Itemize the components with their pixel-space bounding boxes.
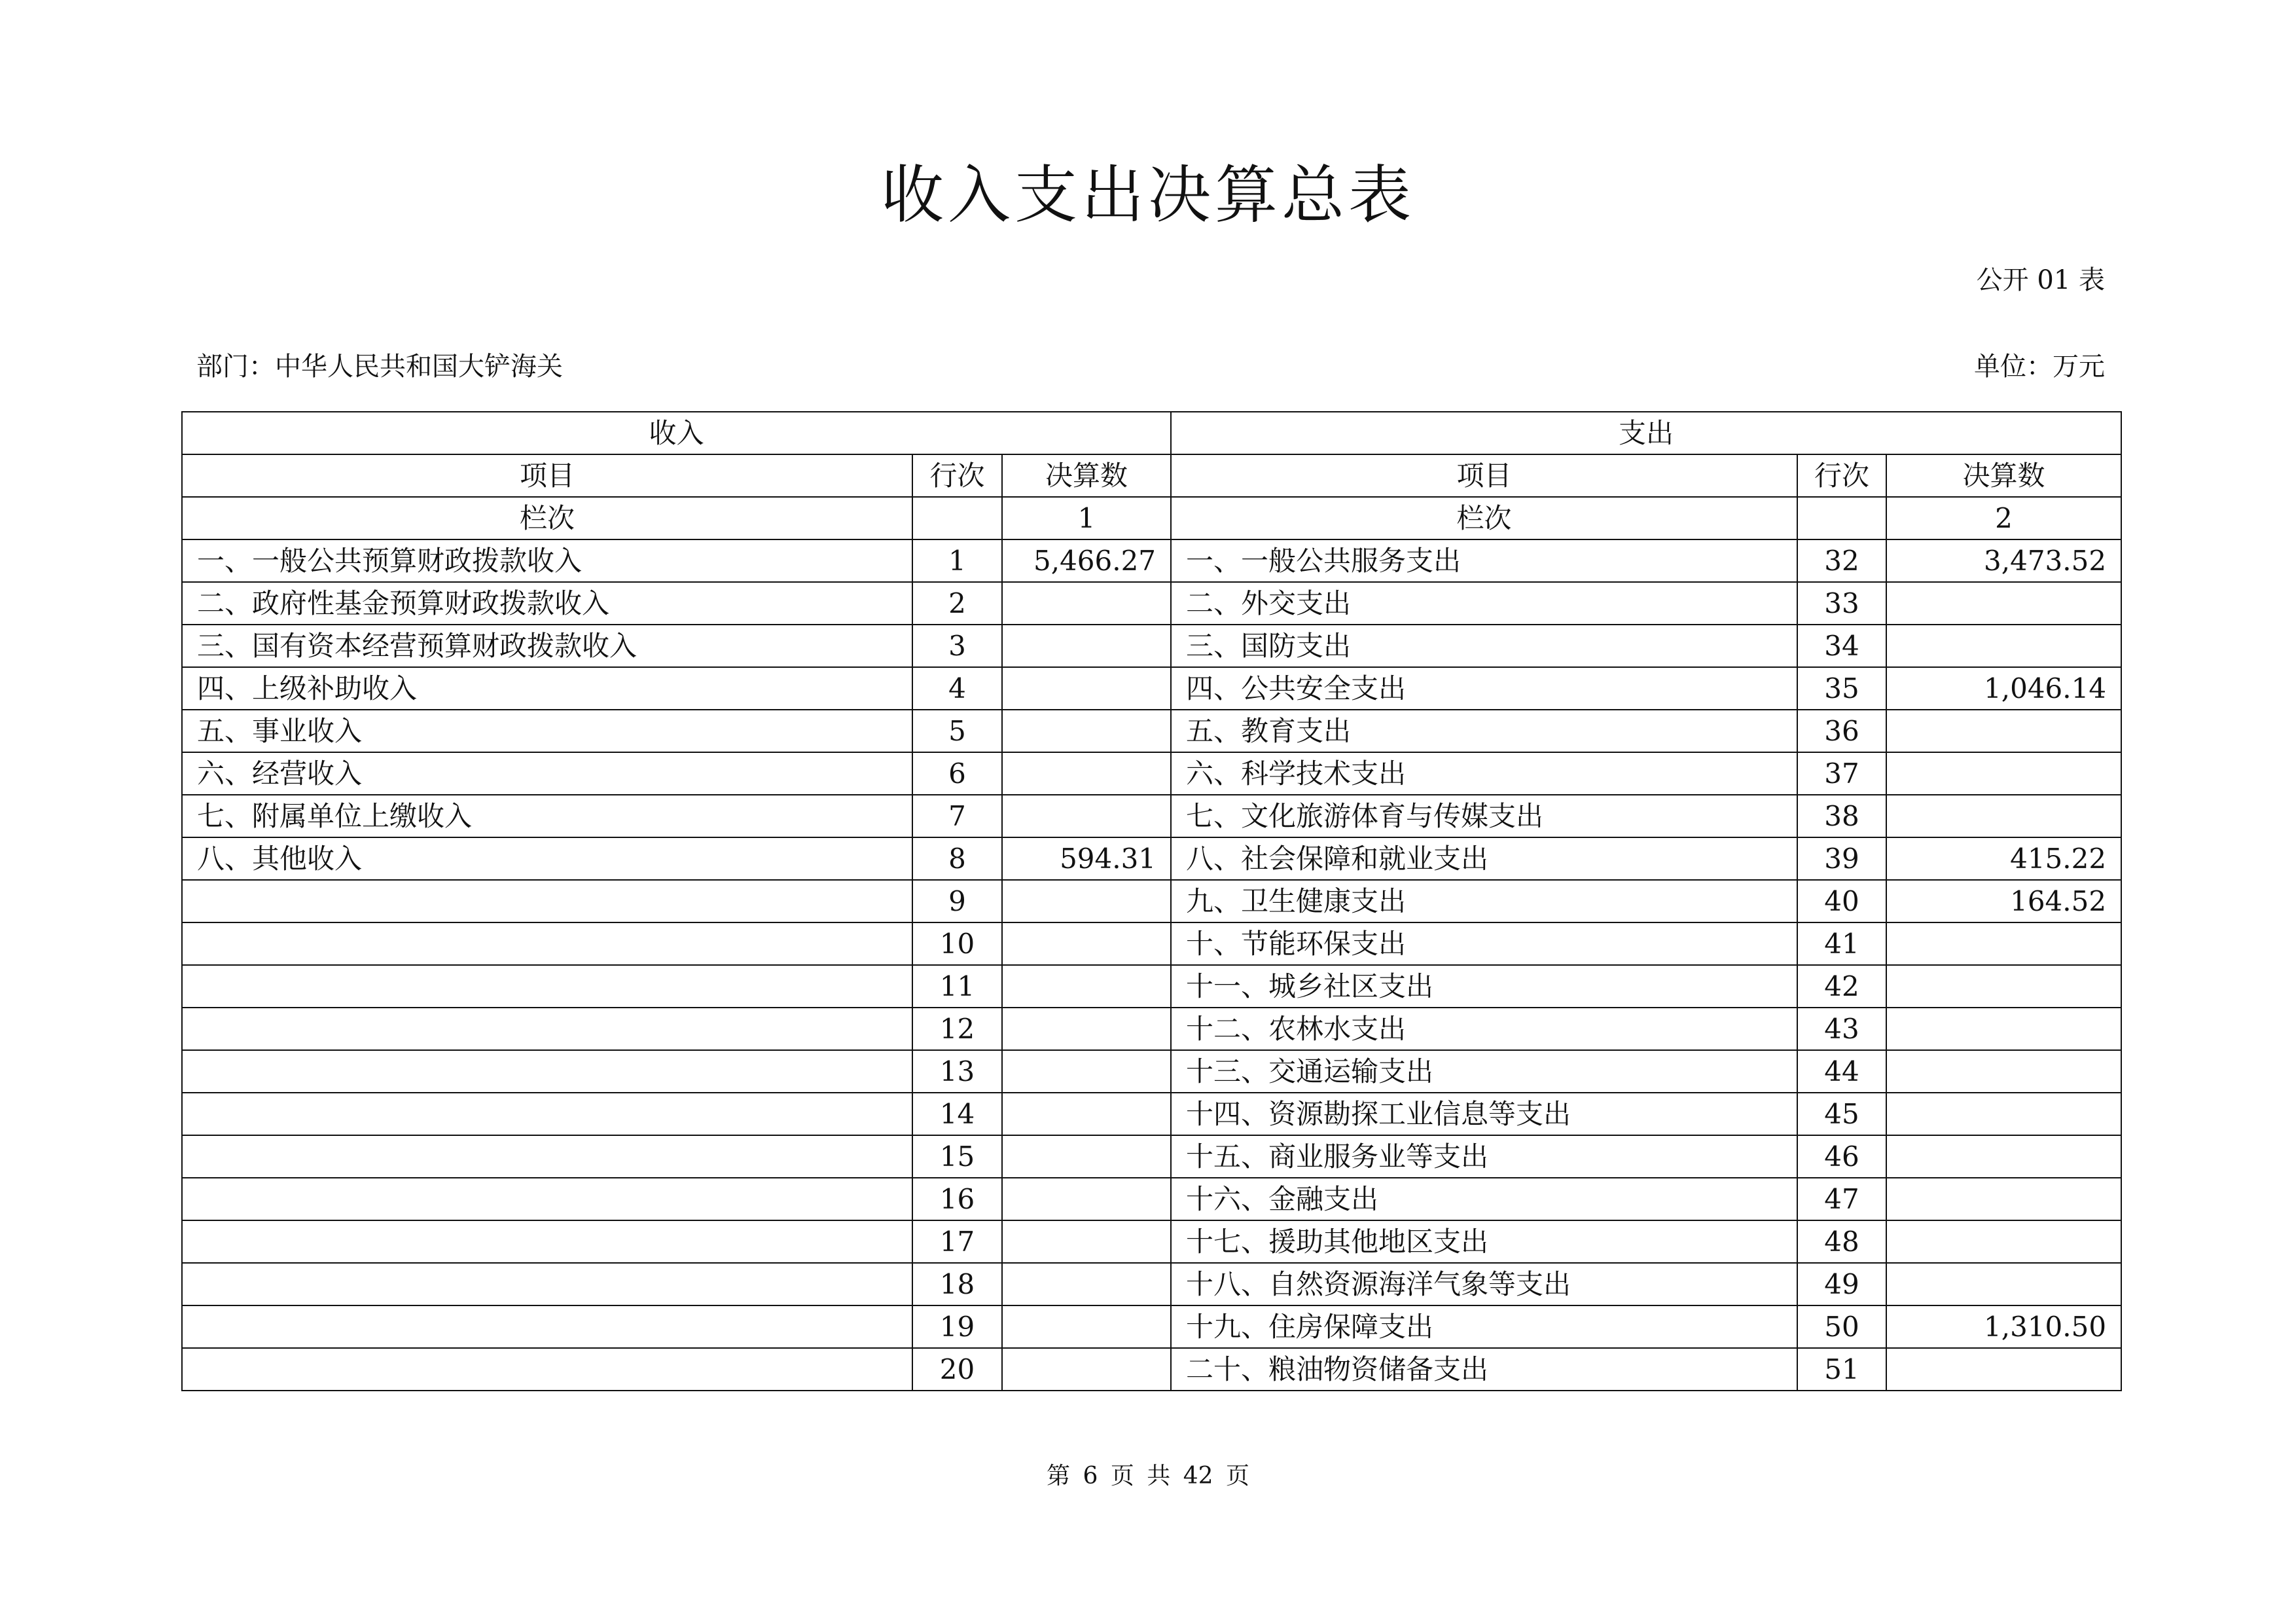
income-line-cell: 12 bbox=[912, 1008, 1002, 1050]
table-row bbox=[182, 539, 2121, 582]
expense-line-cell: 41 bbox=[1797, 922, 1886, 965]
expense-amount-cell bbox=[1886, 1008, 2121, 1050]
expense-amount-cell bbox=[1886, 1263, 2121, 1305]
income-item-cell bbox=[182, 880, 912, 922]
income-amount-cell bbox=[1002, 582, 1171, 625]
income-line-cell: 7 bbox=[912, 795, 1002, 837]
expense-line-cell: 34 bbox=[1797, 625, 1886, 667]
expense-amount-cell: 415.22 bbox=[1886, 837, 2121, 880]
income-section-header: 收入 bbox=[182, 412, 1171, 454]
expense-item-cell: 一、一般公共服务支出 bbox=[1171, 539, 1797, 582]
income-amount-cell bbox=[1002, 880, 1171, 922]
income-item-cell bbox=[182, 965, 912, 1008]
expense-seq-empty bbox=[1797, 497, 1886, 539]
expense-amount-header: 决算数 bbox=[1886, 454, 2121, 497]
income-item-cell bbox=[182, 1220, 912, 1263]
expense-line-cell: 42 bbox=[1797, 965, 1886, 1008]
income-item-cell bbox=[182, 922, 912, 965]
income-item-cell: 一、一般公共预算财政拨款收入 bbox=[182, 539, 912, 582]
income-amount-cell bbox=[1002, 1093, 1171, 1135]
expense-line-cell: 46 bbox=[1797, 1135, 1886, 1178]
table-row bbox=[182, 795, 2121, 837]
expense-item-cell: 十、节能环保支出 bbox=[1171, 922, 1797, 965]
expense-item-cell: 七、文化旅游体育与传媒支出 bbox=[1171, 795, 1797, 837]
income-line-cell: 20 bbox=[912, 1348, 1002, 1391]
expense-item-cell: 二、外交支出 bbox=[1171, 582, 1797, 625]
expense-line-cell: 40 bbox=[1797, 880, 1886, 922]
expense-amount-cell bbox=[1886, 1135, 2121, 1178]
income-line-cell: 13 bbox=[912, 1050, 1002, 1093]
expense-amount-cell bbox=[1886, 1348, 2121, 1391]
expense-item-cell: 十三、交通运输支出 bbox=[1171, 1050, 1797, 1093]
table-row bbox=[182, 582, 2121, 625]
expense-amount-cell: 164.52 bbox=[1886, 880, 2121, 922]
income-line-header: 行次 bbox=[912, 454, 1002, 497]
section-header-row bbox=[182, 412, 2121, 454]
expense-amount-cell bbox=[1886, 795, 2121, 837]
expense-amount-cell bbox=[1886, 710, 2121, 752]
table-body bbox=[182, 412, 2121, 1391]
expense-amount-cell bbox=[1886, 1178, 2121, 1220]
income-line-cell: 2 bbox=[912, 582, 1002, 625]
column-seq-row bbox=[182, 497, 2121, 539]
income-line-cell: 16 bbox=[912, 1178, 1002, 1220]
income-line-cell: 17 bbox=[912, 1220, 1002, 1263]
expense-item-cell: 二十、粮油物资储备支出 bbox=[1171, 1348, 1797, 1391]
income-item-cell: 五、事业收入 bbox=[182, 710, 912, 752]
expense-item-cell: 十八、自然资源海洋气象等支出 bbox=[1171, 1263, 1797, 1305]
income-amount-cell bbox=[1002, 1263, 1171, 1305]
income-seq-label: 栏次 bbox=[182, 497, 912, 539]
income-item-cell: 七、附属单位上缴收入 bbox=[182, 795, 912, 837]
page-number: 第 6 页 共 42 页 bbox=[1047, 1463, 1249, 1489]
expense-amount-cell: 3,473.52 bbox=[1886, 539, 2121, 582]
income-line-cell: 1 bbox=[912, 539, 1002, 582]
expense-item-cell: 五、教育支出 bbox=[1171, 710, 1797, 752]
expense-seq-number: 2 bbox=[1886, 497, 2121, 539]
expense-amount-cell bbox=[1886, 965, 2121, 1008]
table-row bbox=[182, 880, 2121, 922]
income-seq-empty bbox=[912, 497, 1002, 539]
table-row bbox=[182, 752, 2121, 795]
income-amount-cell bbox=[1002, 710, 1171, 752]
income-amount-cell bbox=[1002, 752, 1171, 795]
table-row bbox=[182, 667, 2121, 710]
income-item-cell bbox=[182, 1305, 912, 1348]
table-row bbox=[182, 1093, 2121, 1135]
income-expense-table bbox=[181, 411, 2122, 1391]
expense-line-cell: 49 bbox=[1797, 1263, 1886, 1305]
income-item-cell bbox=[182, 1008, 912, 1050]
income-item-cell: 八、其他收入 bbox=[182, 837, 912, 880]
expense-line-cell: 48 bbox=[1797, 1220, 1886, 1263]
unit-label: 单位：万元 bbox=[1974, 352, 2105, 382]
income-amount-cell bbox=[1002, 1348, 1171, 1391]
expense-section-header: 支出 bbox=[1171, 412, 2121, 454]
expense-line-cell: 50 bbox=[1797, 1305, 1886, 1348]
income-item-cell bbox=[182, 1050, 912, 1093]
expense-item-cell: 十九、住房保障支出 bbox=[1171, 1305, 1797, 1348]
expense-amount-cell bbox=[1886, 625, 2121, 667]
income-line-cell: 5 bbox=[912, 710, 1002, 752]
expense-item-cell: 八、社会保障和就业支出 bbox=[1171, 837, 1797, 880]
expense-line-cell: 44 bbox=[1797, 1050, 1886, 1093]
income-amount-cell bbox=[1002, 1220, 1171, 1263]
income-amount-cell bbox=[1002, 1305, 1171, 1348]
expense-line-cell: 37 bbox=[1797, 752, 1886, 795]
table-row bbox=[182, 1348, 2121, 1391]
department-label: 部门：中华人民共和国大铲海关 bbox=[196, 352, 563, 382]
expense-amount-cell bbox=[1886, 1050, 2121, 1093]
income-item-cell bbox=[182, 1093, 912, 1135]
expense-line-cell: 32 bbox=[1797, 539, 1886, 582]
income-item-header: 项目 bbox=[182, 454, 912, 497]
expense-line-cell: 39 bbox=[1797, 837, 1886, 880]
expense-item-header: 项目 bbox=[1171, 454, 1797, 497]
income-amount-cell: 5,466.27 bbox=[1002, 539, 1171, 582]
table-row bbox=[182, 965, 2121, 1008]
expense-line-cell: 38 bbox=[1797, 795, 1886, 837]
income-line-cell: 4 bbox=[912, 667, 1002, 710]
income-line-cell: 14 bbox=[912, 1093, 1002, 1135]
income-item-cell: 四、上级补助收入 bbox=[182, 667, 912, 710]
expense-item-cell: 十七、援助其他地区支出 bbox=[1171, 1220, 1797, 1263]
income-amount-cell bbox=[1002, 1050, 1171, 1093]
expense-line-cell: 43 bbox=[1797, 1008, 1886, 1050]
expense-item-cell: 十二、农林水支出 bbox=[1171, 1008, 1797, 1050]
income-amount-cell bbox=[1002, 795, 1171, 837]
expense-item-cell: 三、国防支出 bbox=[1171, 625, 1797, 667]
expense-line-cell: 45 bbox=[1797, 1093, 1886, 1135]
income-line-cell: 8 bbox=[912, 837, 1002, 880]
column-header-row bbox=[182, 454, 2121, 497]
table-row bbox=[182, 837, 2121, 880]
table-row bbox=[182, 1305, 2121, 1348]
income-amount-header: 决算数 bbox=[1002, 454, 1171, 497]
expense-line-cell: 47 bbox=[1797, 1178, 1886, 1220]
table-row bbox=[182, 1050, 2121, 1093]
expense-amount-cell bbox=[1886, 1220, 2121, 1263]
income-line-cell: 3 bbox=[912, 625, 1002, 667]
expense-line-cell: 36 bbox=[1797, 710, 1886, 752]
expense-line-cell: 51 bbox=[1797, 1348, 1886, 1391]
income-item-cell: 六、经营收入 bbox=[182, 752, 912, 795]
expense-amount-cell: 1,310.50 bbox=[1886, 1305, 2121, 1348]
expense-item-cell: 十六、金融支出 bbox=[1171, 1178, 1797, 1220]
expense-line-cell: 33 bbox=[1797, 582, 1886, 625]
income-item-cell bbox=[182, 1263, 912, 1305]
income-line-cell: 11 bbox=[912, 965, 1002, 1008]
income-line-cell: 19 bbox=[912, 1305, 1002, 1348]
table-row bbox=[182, 922, 2121, 965]
table-row bbox=[182, 1263, 2121, 1305]
expense-amount-cell bbox=[1886, 752, 2121, 795]
income-line-cell: 6 bbox=[912, 752, 1002, 795]
income-line-cell: 15 bbox=[912, 1135, 1002, 1178]
income-amount-cell bbox=[1002, 1178, 1171, 1220]
form-number: 公开 01 表 bbox=[1976, 265, 2105, 295]
income-amount-cell bbox=[1002, 922, 1171, 965]
income-line-cell: 10 bbox=[912, 922, 1002, 965]
income-amount-cell bbox=[1002, 1008, 1171, 1050]
income-item-cell bbox=[182, 1348, 912, 1391]
expense-amount-cell bbox=[1886, 922, 2121, 965]
table-row bbox=[182, 1178, 2121, 1220]
income-amount-cell bbox=[1002, 1135, 1171, 1178]
income-line-cell: 9 bbox=[912, 880, 1002, 922]
expense-seq-label: 栏次 bbox=[1171, 497, 1797, 539]
income-amount-cell bbox=[1002, 965, 1171, 1008]
expense-line-header: 行次 bbox=[1797, 454, 1886, 497]
income-item-cell: 二、政府性基金预算财政拨款收入 bbox=[182, 582, 912, 625]
expense-item-cell: 四、公共安全支出 bbox=[1171, 667, 1797, 710]
page-title: 收入支出决算总表 bbox=[881, 158, 1415, 232]
expense-item-cell: 六、科学技术支出 bbox=[1171, 752, 1797, 795]
table-row bbox=[182, 710, 2121, 752]
table-row bbox=[182, 625, 2121, 667]
income-item-cell bbox=[182, 1178, 912, 1220]
expense-item-cell: 十五、商业服务业等支出 bbox=[1171, 1135, 1797, 1178]
income-amount-cell bbox=[1002, 667, 1171, 710]
expense-item-cell: 十一、城乡社区支出 bbox=[1171, 965, 1797, 1008]
expense-item-cell: 九、卫生健康支出 bbox=[1171, 880, 1797, 922]
income-item-cell bbox=[182, 1135, 912, 1178]
income-amount-cell bbox=[1002, 625, 1171, 667]
income-seq-number: 1 bbox=[1002, 497, 1171, 539]
income-amount-cell: 594.31 bbox=[1002, 837, 1171, 880]
expense-line-cell: 35 bbox=[1797, 667, 1886, 710]
table-row bbox=[182, 1135, 2121, 1178]
income-item-cell: 三、国有资本经营预算财政拨款收入 bbox=[182, 625, 912, 667]
table-row bbox=[182, 1008, 2121, 1050]
income-line-cell: 18 bbox=[912, 1263, 1002, 1305]
expense-amount-cell bbox=[1886, 582, 2121, 625]
expense-amount-cell: 1,046.14 bbox=[1886, 667, 2121, 710]
expense-item-cell: 十四、资源勘探工业信息等支出 bbox=[1171, 1093, 1797, 1135]
expense-amount-cell bbox=[1886, 1093, 2121, 1135]
table-row bbox=[182, 1220, 2121, 1263]
